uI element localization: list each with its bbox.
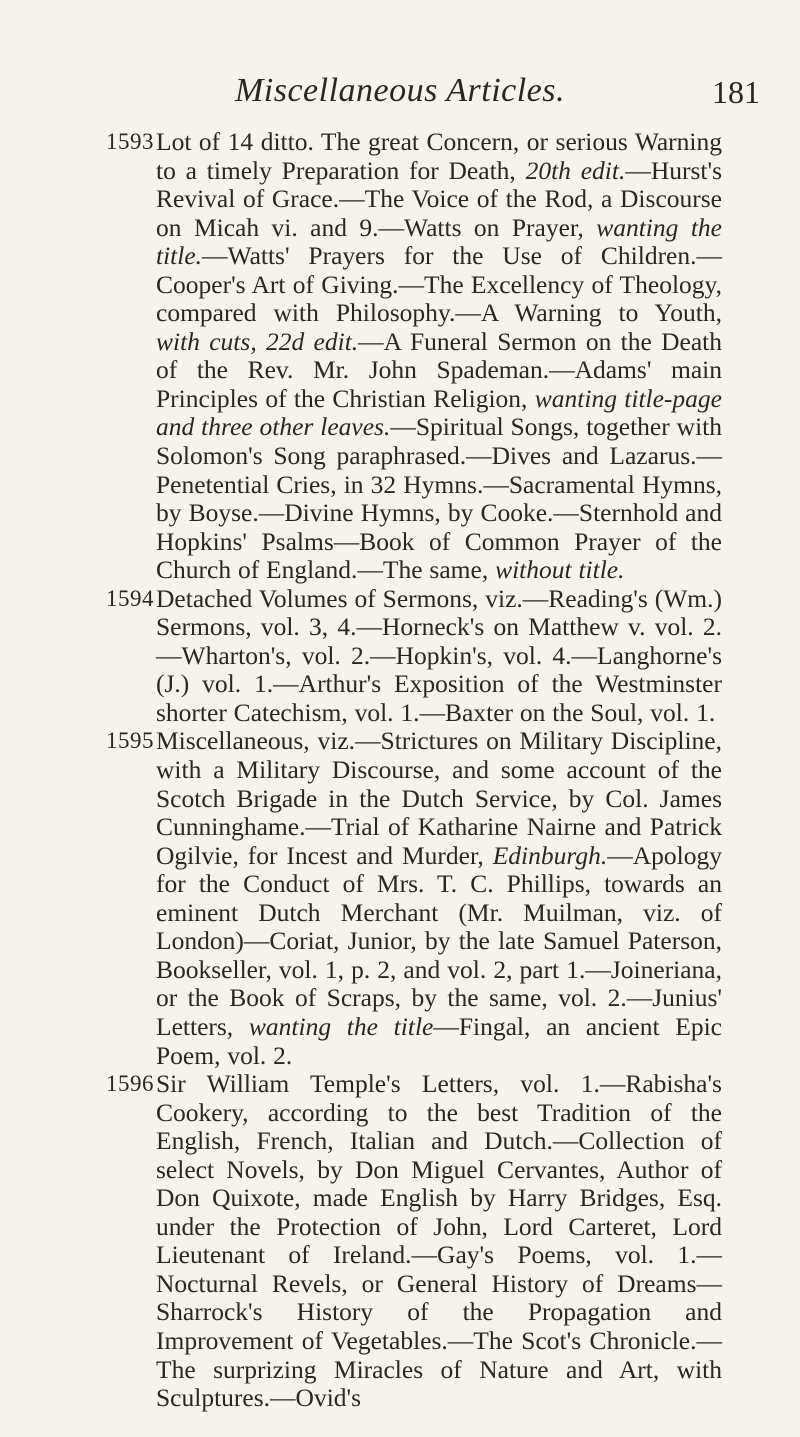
catalogue-entries: [0, 128, 800, 1413]
entry-segment: Lot of 14 ditto. The great Concern, or serious Warning to a timely Preparation for Death,: [156, 127, 722, 185]
entry-segment: Detached Volumes of Sermons, viz.—Reading's (Wm.) Sermons, vol. 3, 4.—Horneck's on Matthew v. vol. 2.—Wharton's, vol. 2.—Hopkin's, vol. 4.—Langhorne's (J.) vol. 1.—Arthur's Exposition of the Westminster shorter Catechism, vol. 1.—Baxter on the Soul, vol. 1.: [156, 583, 722, 727]
lot-number: 1596: [106, 1071, 154, 1097]
entry-text: [156, 128, 722, 585]
italic-note: wanting title-page and three other leaves.: [156, 383, 722, 442]
italic-note: wanting the title: [248, 1011, 434, 1041]
entry-text: [156, 727, 722, 1070]
page-number: 181: [712, 74, 760, 110]
entry-segment: Sir William Temple's Letters, vol. 1.—Rabisha's Cookery, according to the best Tradition of the English, French, Italian and Dutch.—Collection of select Novels, by Don Miguel Cervantes, Author of Don Quixote, made English by Harry Bridges, Esq. under the Protection of John, Lord Carteret, Lord Lieutenant of Ireland.—Gay's Poems, vol. 1.—Nocturnal Revels, or General History of Dreams—Sharrock's History of the Propagation and Improvement of Vegetables.—The Scot's Chronicle.—The surprizing Miracles of Nature and Art, with Sculptures.—Ovid's: [156, 1069, 722, 1413]
catalogue-entry: [0, 128, 800, 585]
italic-note: wanting the title.: [156, 212, 722, 271]
lot-number: 1595: [106, 728, 154, 754]
italic-note: 20th edit.: [525, 155, 626, 185]
entry-segment: —Hurst's Revival of Grace.—The Voice of the Rod, a Discourse on Micah vi. and 9.—Watts on Prayer,: [156, 155, 723, 242]
lot-number: 1593: [106, 129, 154, 154]
italic-note: Edinburgh.: [492, 840, 608, 870]
entry-text: [156, 585, 722, 728]
entry-segment: —Apology for the Conduct of Mrs. T. C. Phillips, towards an eminent Dutch Merchant (Mr. Muilman, viz. of London)—Coriat, Junior, by the late Samuel Paterson, Bookseller, vol. 1, p. 2, and vol. 2, part 1.—Joineriana, or the Book of Scraps, by the same, vol. 2.—Junius' Letters,: [156, 840, 722, 1041]
entry-segment: —A Funeral Sermon on the Death of the Rev. Mr. John Spademan.—Adams' main Principles of the Christian Religion,: [156, 326, 722, 413]
entry-text: [156, 1070, 722, 1413]
entry-segment: —Spiritual Songs, together with Solomon's Song paraphrased.—Dives and Lazarus.—Penetential Cries, in 32 Hymns.—Sacramental Hymns, by Boyse.—Divine Hymns, by Cooke.—Sternhold and Hopkins' Psalms—Book of Common Prayer of the Church of England.—The same,: [156, 412, 722, 585]
entry-segment: Miscellaneous, viz.—Strictures on Military Discipline, with a Military Discourse, and some account of the Scotch Brigade in the Dutch Service, by Col. James Cunninghame.—Trial of Katharine Nairne and Patrick Ogilvie, for Incest and Murder,: [156, 726, 722, 870]
lot-number: 1594: [106, 585, 154, 611]
running-title: Miscellaneous Articles.: [234, 72, 566, 109]
page-header: [0, 72, 800, 122]
entry-segment: —Fingal, an ancient Epic Poem, vol. 2.: [156, 1011, 722, 1070]
entry-segment: —Watts' Prayers for the Use of Children.—Cooper's Art of Giving.—The Excellency of Theology, compared with Philosophy.—A Warning to Youth,: [156, 241, 722, 328]
catalogue-entry: [0, 727, 800, 1070]
italic-note: without title.: [495, 555, 625, 585]
catalogue-entry: [0, 585, 800, 728]
italic-note: with cuts, 22d edit.: [156, 326, 359, 356]
catalogue-entry: [0, 1070, 800, 1413]
